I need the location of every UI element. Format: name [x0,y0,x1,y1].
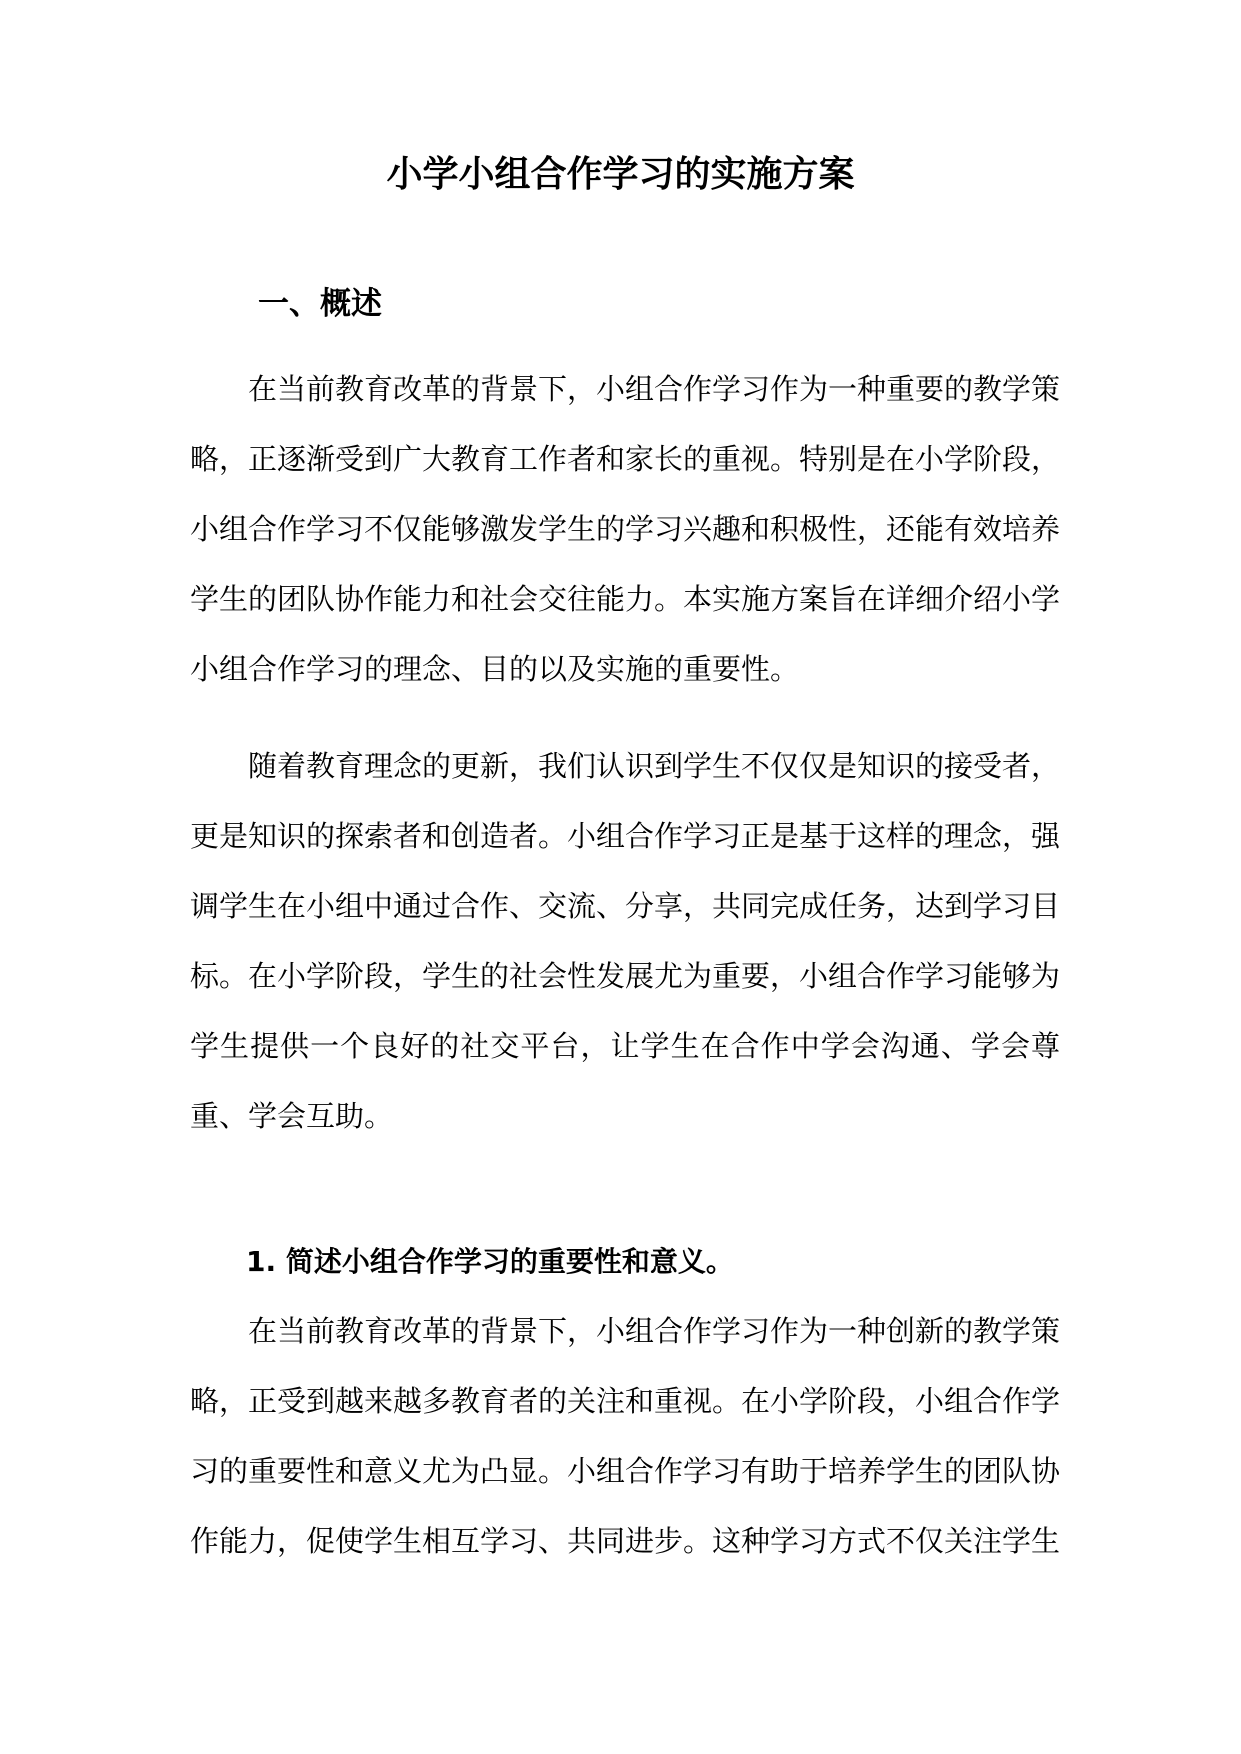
paragraph-3: 在当前教育改革的背景下，小组合作学习作为一种创新的教学策略，正受到越来越多教育者的关注和重视。在小学阶段，小组合作学习的重要性和意义尤为凸显。小组合作学习有助于培养学生的团队协作能力，促使学生相互学习、共同进步。这种学习方式不仅关注学生 [190,1314,1061,1558]
paragraph-2: 随着教育理念的更新，我们认识到学生不仅仅是知识的接受者，更是知识的探索者和创造者。小组合作学习正是基于这样的理念，强调学生在小组中通过合作、交流、分享，共同完成任务，达到学习目标。在小学阶段，学生的社会性发展尤为重要，小组合作学习能够为学生提供一个良好的社交平台，让学生在合作中学会沟通、学会尊重、学会互助。 [190,749,1061,1133]
paragraph-1: 在当前教育改革的背景下，小组合作学习作为一种重要的教学策略，正逐渐受到广大教育工作者和家长的重视。特别是在小学阶段，小组合作学习不仅能够激发学生的学习兴趣和积极性，还能有效培养学生的团队协作能力和社会交往能力。本实施方案旨在详细介绍小学小组合作学习的理念、目的以及实施的重要性。 [190,372,1061,686]
section-heading: 一、概述 [258,286,382,322]
document-title: 小学小组合作学习的实施方案 [386,154,855,195]
subsection-heading: 1. 简述小组合作学习的重要性和意义。 [246,1245,734,1278]
